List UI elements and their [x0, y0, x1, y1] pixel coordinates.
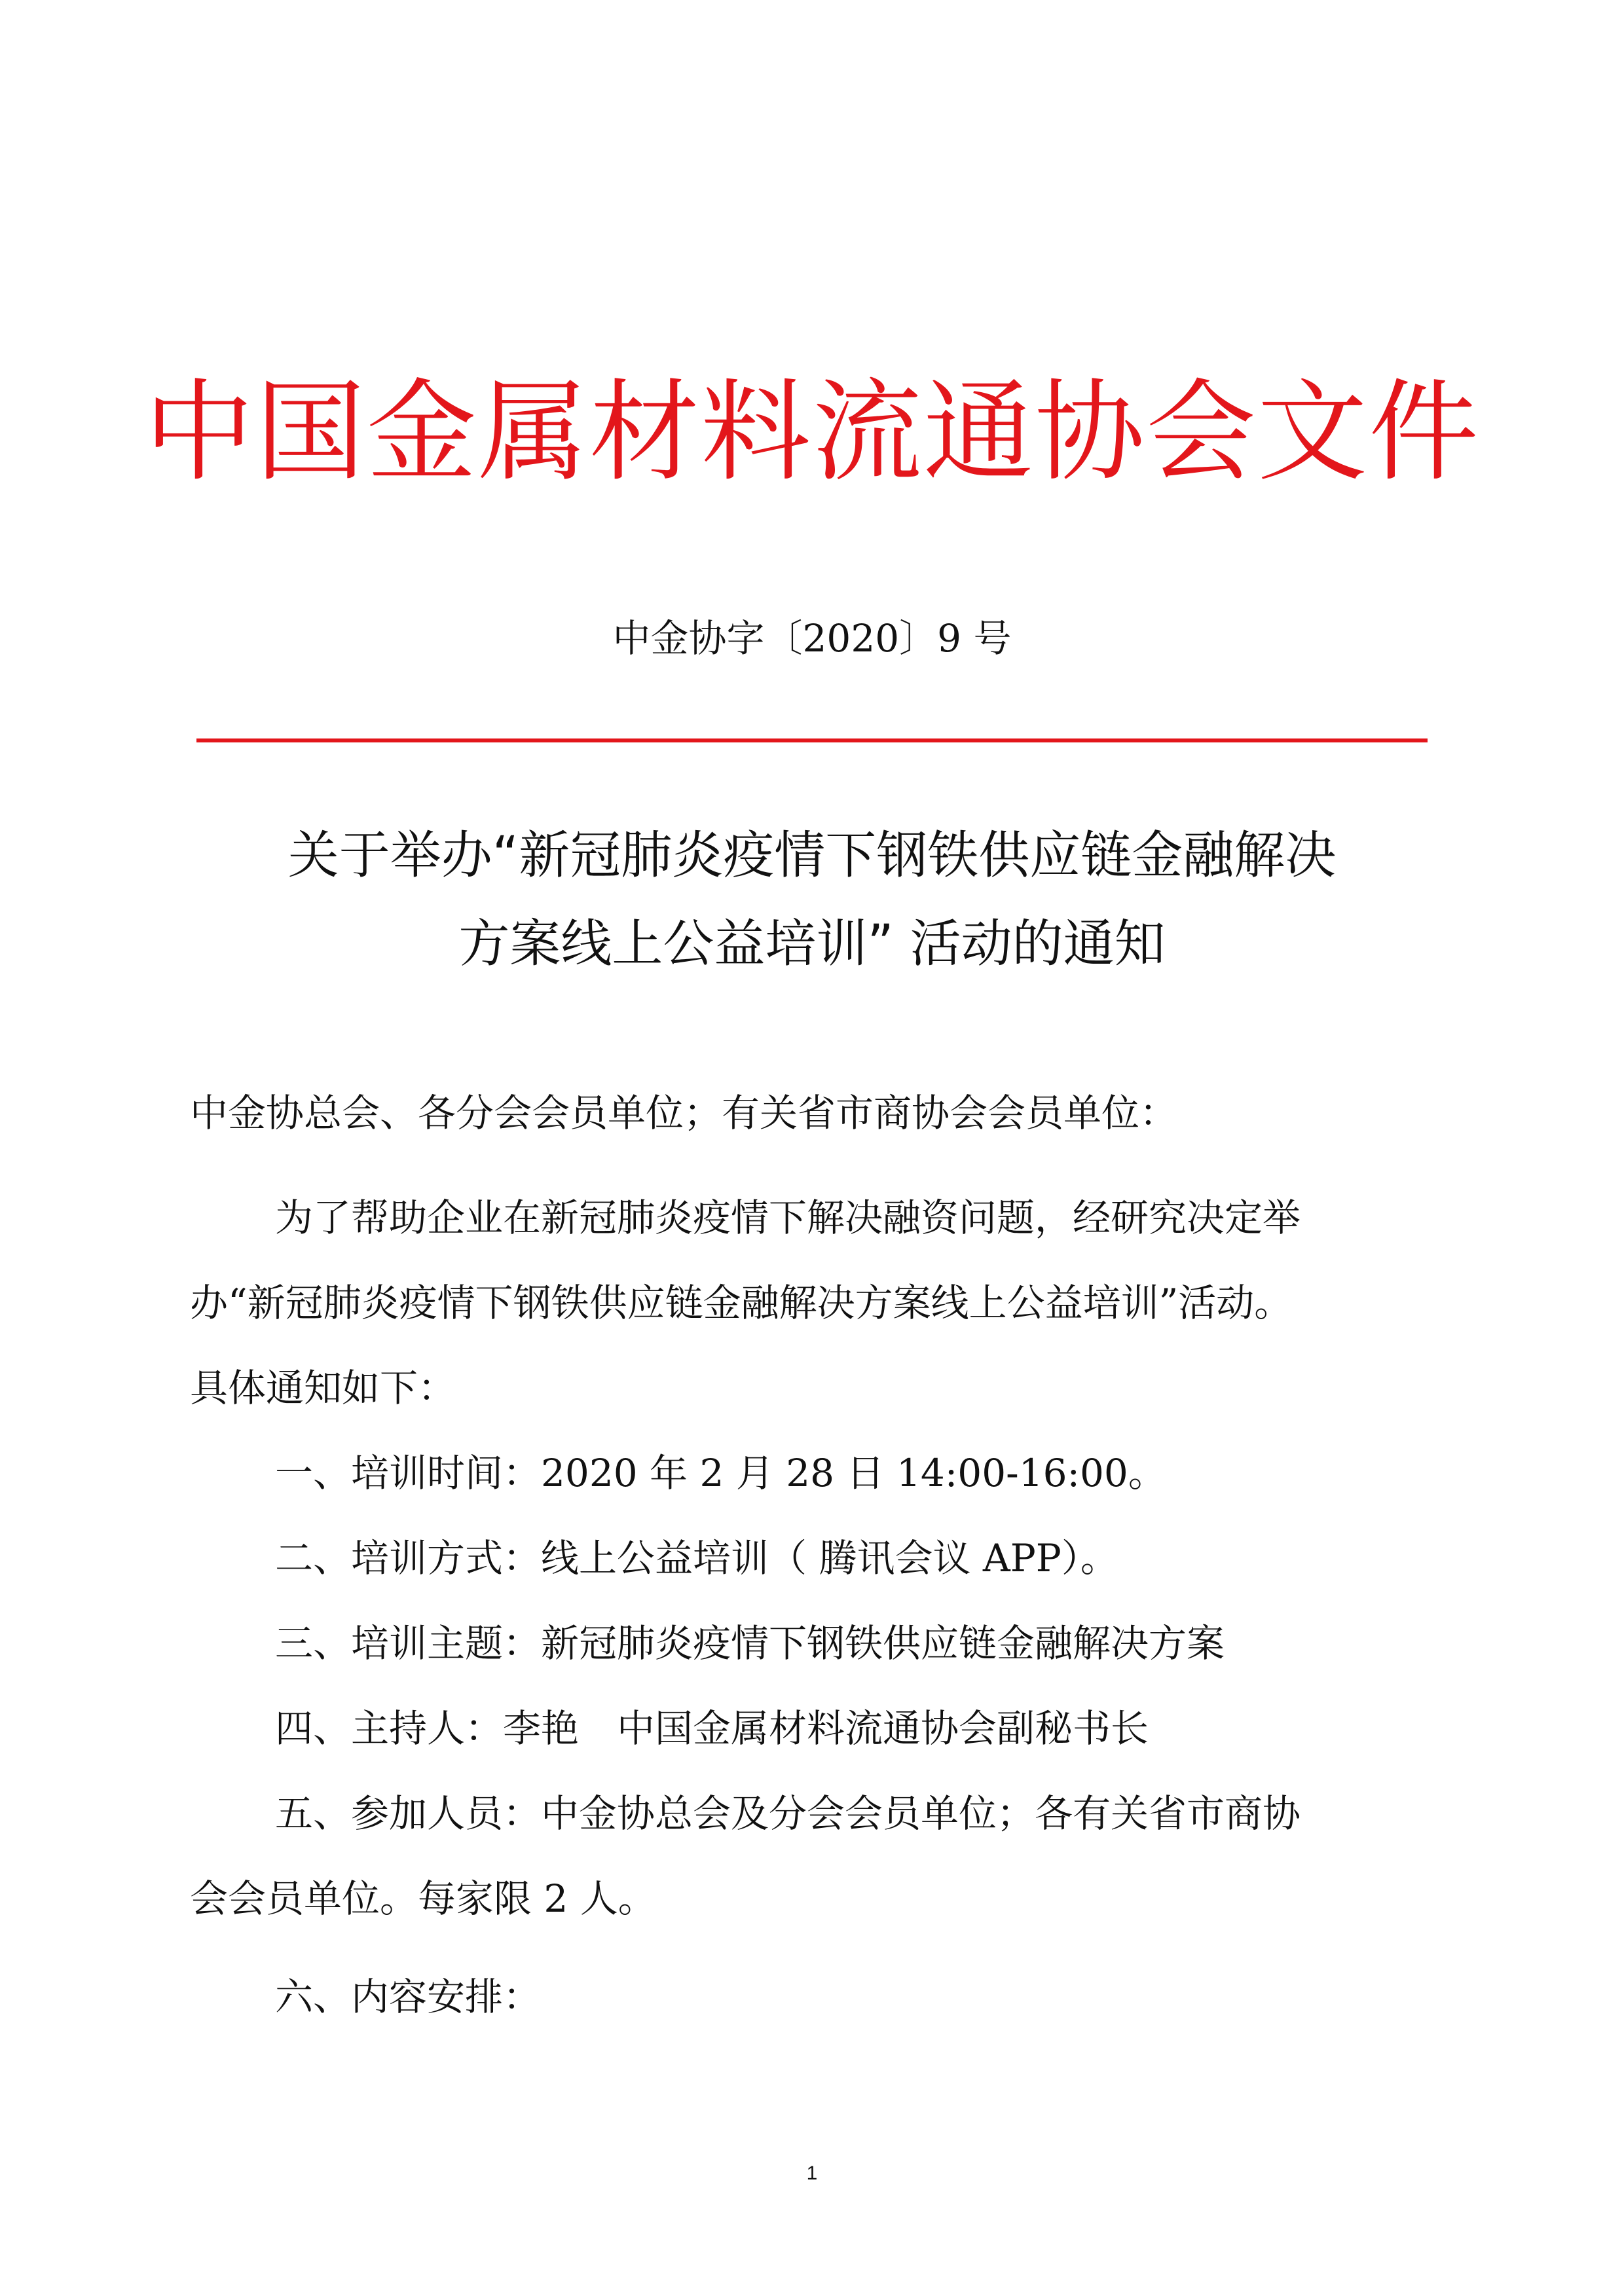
item-value: 线上公益培训（ 腾讯会议 APP）。 [541, 1536, 1118, 1580]
notice-title-line-1: 关于举办“新冠肺炎疫情下钢铁供应链金融解决 [287, 826, 1337, 885]
document-number: 中金协字〔2020〕9 号 [612, 616, 1012, 661]
intro-paragraph-line-1: 为了帮助企业在新冠肺炎疫情下解决融资问题，经研究决定举 [275, 1195, 1301, 1240]
item-training-time [190, 1447, 1519, 1499]
item-label: 二、培训方式： [275, 1536, 542, 1580]
document-masthead: 中国金属材料流通协会文件 [144, 368, 1480, 496]
host-title: 中国金属材料流通协会副秘书长 [617, 1706, 1149, 1751]
red-divider-line [196, 738, 1428, 742]
item-participants [190, 1787, 1519, 1840]
intro-paragraph-line-3: 具体通知如下： [190, 1366, 456, 1410]
item-value: 中金协总会及分会会员单位；各有关省市商协 [541, 1791, 1301, 1836]
item-label: 四、主持人： [275, 1706, 504, 1751]
item-value: 新冠肺炎疫情下钢铁供应链金融解决方案 [541, 1621, 1225, 1666]
item-label: 一、培训时间： [275, 1451, 542, 1495]
item-label: 六、内容安排： [275, 1975, 542, 2019]
item-content-arrangement [190, 1971, 1519, 2023]
item-training-method [190, 1532, 1519, 1584]
host-name: 李艳 [503, 1706, 580, 1751]
notice-title-line-2: 方案线上公益培训” 活动的通知 [458, 915, 1166, 974]
item-value: 2020 年 2 月 28 日 14:00-16:00。 [541, 1451, 1166, 1495]
intro-paragraph-line-2: 办“新冠肺炎疫情下钢铁供应链金融解决方案线上公益培训”活动。 [190, 1281, 1293, 1325]
notice-title [131, 812, 1493, 989]
item-host [190, 1702, 1519, 1755]
item-label: 五、参加人员： [275, 1791, 542, 1836]
item-label: 三、培训主题： [275, 1621, 542, 1666]
item-training-topic [190, 1617, 1519, 1669]
item-participants-continuation: 会会员单位。每家限 2 人。 [190, 1876, 656, 1921]
salutation: 中金协总会、各分会会员单位；有关省市商协会会员单位： [190, 1091, 1178, 1135]
page-number: 1 [806, 2162, 818, 2184]
